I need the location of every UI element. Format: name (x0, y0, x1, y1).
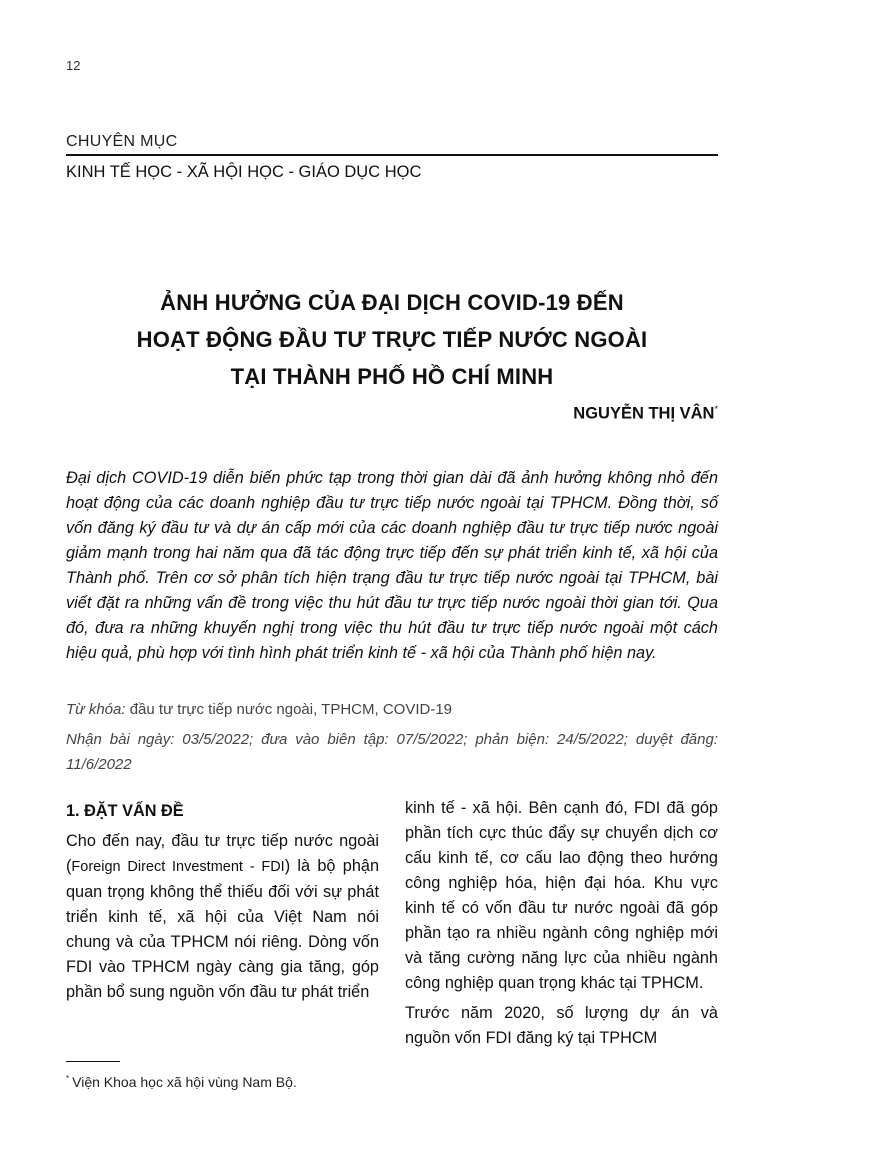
footnote (66, 1074, 297, 1090)
author-name (573, 404, 718, 424)
article-dates: Nhận bài ngày: 03/5/2022; đưa vào biên tập: 07/5/2022; phản biện: 24/5/2022; duyệt đăng: 11/6/2022 (66, 731, 718, 773)
keywords-text: đầu tư trực tiếp nước ngoài, TPHCM, COVID-19 (129, 701, 452, 718)
keywords-label: Từ khóa: (66, 701, 126, 718)
section-heading: 1. ĐẶT VẤN ĐỀ (66, 802, 184, 820)
body-column-left (66, 799, 379, 1005)
paragraph-text: ) là bộ phận quan trọng không thể thiếu đối với sự phát triển kinh tế, xã hội của Việt Nam nói chung và của TPHCM nói riêng. Dòng vốn FDI vào TPHCM ngày càng gia tăng, góp phần bổ sung nguồn vốn đầu tư phát triển (66, 857, 379, 1001)
title-line: ẢNH HƯỞNG CỦA ĐẠI DỊCH COVID-19 ĐẾN (160, 290, 624, 315)
footnote-mark: * (66, 1074, 70, 1084)
paragraph: Trước năm 2020, số lượng dự án và nguồn vốn FDI đăng ký tại TPHCM (405, 1004, 718, 1047)
paragraph: kinh tế - xã hội. Bên cạnh đó, FDI đã góp phần tích cực thúc đẩy sự chuyển dịch cơ cấu kinh tế, cơ cấu lao động theo hướng công nghiệp hóa, hiện đại hóa. Khu vực kinh tế có vốn đầu tư nước ngoài đã góp phần tạo ra nhiều ngành công nghiệp mới và tăng cường năng lực của nhiều ngành công nghiệp quan trọng khác tại TPHCM. (405, 799, 718, 992)
section-name: KINH TẾ HỌC - XÃ HỘI HỌC - GIÁO DỤC HỌC (66, 163, 422, 181)
paragraph-text: Cho đến nay, đầu tư trực tiếp nước ngoài ( (66, 832, 379, 875)
section-label: CHUYÊN MỤC (66, 133, 178, 150)
footnote-divider (66, 1061, 120, 1062)
title-line: TẠI THÀNH PHỐ HỒ CHÍ MINH (230, 364, 554, 389)
page-number: 12 (66, 58, 81, 73)
keywords (66, 701, 718, 718)
body-column-right (405, 796, 718, 1051)
footnote-text: Viện Khoa học xã hội vùng Nam Bộ. (72, 1074, 297, 1090)
abstract: Đại dịch COVID-19 diễn biến phức tạp trong thời gian dài đã ảnh hưởng không nhỏ đến hoạt động của các doanh nghiệp đầu tư trực tiếp nước ngoài tại TPHCM. Đồng thời, số vốn đăng ký đầu tư và dự án cấp mới của các doanh nghiệp đầu tư trực tiếp nước ngoài giảm mạnh trong hai năm qua đã tác động trực tiếp đến sự phát triển kinh tế, xã hội của Thành phố. Trên cơ sở phân tích hiện trạng đầu tư trực tiếp nước ngoài tại TPHCM, bài viết đặt ra những vấn đề trong việc thu hút đầu tư trực tiếp nước ngoài thời gian tới. Qua đó, đưa ra những khuyến nghị trong việc thu hút đầu tư trực tiếp nước ngoài một cách hiệu quả, phù hợp với tình hình phát triển kinh tế - xã hội của Thành phố hiện nay. (66, 469, 718, 662)
title-line: HOẠT ĐỘNG ĐẦU TƯ TRỰC TIẾP NƯỚC NGOÀI (136, 327, 648, 352)
article-title (66, 284, 718, 395)
paragraph (66, 829, 379, 1005)
author-footnote-mark: * (714, 404, 718, 414)
header-divider (66, 154, 718, 156)
fdi-term: Foreign Direct Investment - FDI (71, 859, 285, 875)
author-text: NGUYỄN THỊ VÂN (573, 404, 715, 423)
